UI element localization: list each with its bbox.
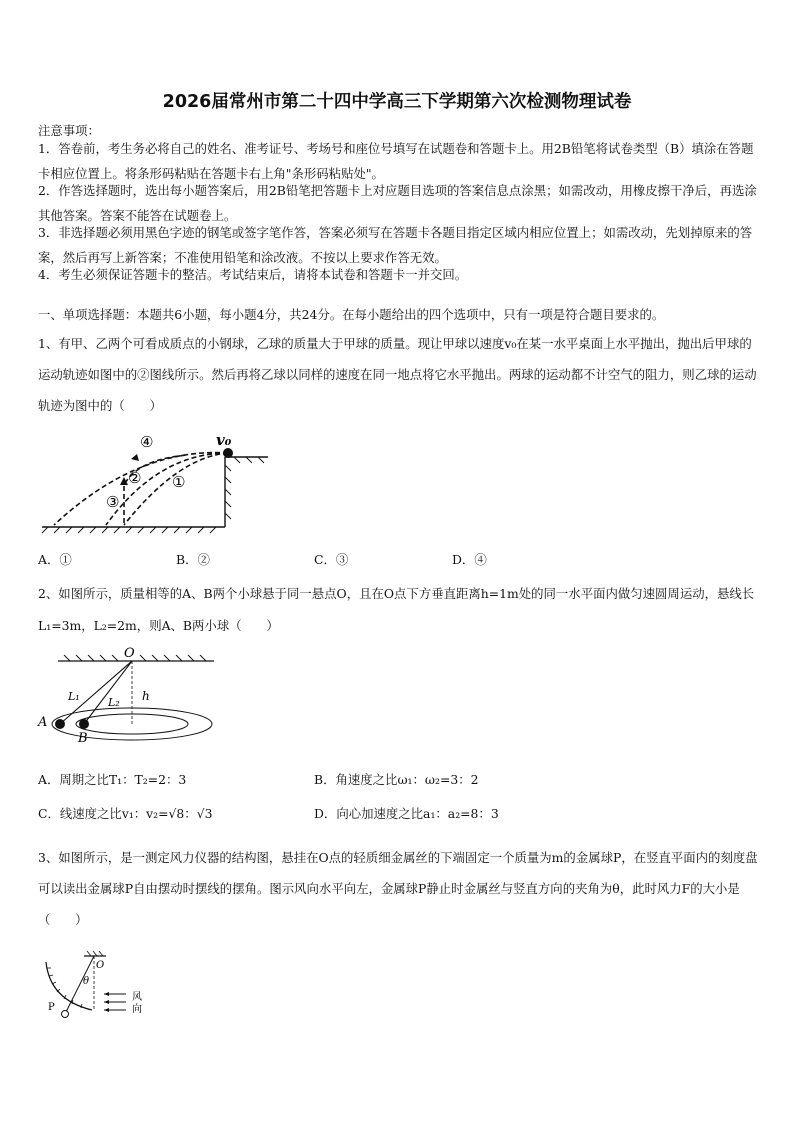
notice-item-2: 2．作答选择题时，选出每小题答案后，用2B铅笔把答题卡上对应题目选项的答案信息点涂黑；如需改动，用橡皮擦干净后，再选涂其他答案。答案不能答在试题卷上。 [38,183,757,223]
q2-choice-b[interactable]: B．角速度之比ω₁：ω₂=3：2 [314,772,479,787]
q2-choice-a[interactable]: A．周期之比T₁：T₂=2：3 [38,772,187,787]
question-1-text: 1、有甲、乙两个可看成质点的小钢球，乙球的质量大于甲球的质量。现让甲球以速度v₀在某一水平桌面上水平抛出，抛出后甲球的运动轨迹如图中的②图线所示。然后再将乙球以同样的速度在同一地点将它水平抛出。两球的运动都不计空气的阻力，则乙球的运动轨迹为图中的（ ） [38,336,757,413]
arrow-icon [131,454,139,461]
trajectory-4 [54,453,228,525]
q1-choice-b[interactable]: B．② [176,552,210,567]
q2-choice-d[interactable]: D．向心加速度之比a₁：a₂=8：3 [314,806,499,821]
q2-pendulum-figure [36,644,226,744]
q1-choice-d[interactable]: D．④ [452,552,487,567]
label-1: ① [172,473,186,491]
label-P: P [48,1002,55,1013]
q1-trajectory-figure [38,425,278,537]
label-h: h [142,689,150,703]
label-O: O [96,960,105,971]
notice-item-4: 4．考生必须保证答题卡的整洁。考试结束后，请将本试卷和答题卡一并交回。 [38,267,468,282]
ball-a-icon [55,719,65,729]
question-3-text: 3、如图所示，是一测定风力仪器的结构图，悬挂在O点的轻质细金属丝的下端固定一个质量为m的金属球P，在竖直平面内的刻度盘可以读出金属球P自由摆动时摆线的摆角。图示风向水平向左，金属球P静止时金属丝与竖直方向的夹角为θ，此时风力F的大小是（ ） [38,850,758,927]
label-wind-2: 向 [132,1004,142,1015]
label-3: ③ [106,493,120,511]
label-L2: L₂ [108,696,120,709]
label-O: O [124,646,135,661]
q3-wind-gauge-figure [40,948,170,1028]
label-wind-1: 风 [132,992,142,1003]
ball-p-icon [62,1011,69,1018]
notice-heading: 注意事项： [38,123,100,138]
notice-item-3: 3．非选择题必须用黑色字迹的钢笔或签字笔作答，答案必须写在答题卡各题目指定区域内相应位置上；如需改动，先划掉原来的答案，然后再写上新答案；不准使用铅笔和涂改液。不按以上要求作答无效。 [38,225,753,265]
ball-icon [223,448,233,458]
q2-choice-c[interactable]: C．线速度之比v₁：v₂=√8：√3 [38,806,213,821]
label-v0: v₀ [216,431,232,449]
q1-choice-a[interactable]: A．① [38,552,72,567]
q1-choice-c[interactable]: C．③ [314,552,349,567]
ball-b-icon [79,719,89,729]
section-heading: 一、单项选择题：本题共6小题，每小题4分，共24分。在每小题给出的四个选项中，只有一项是符合题目要求的。 [38,307,665,322]
page-title: 2026届常州市第二十四中学高三下学期第六次检测物理试卷 [162,92,632,112]
label-A: A [38,715,48,730]
label-4: ④ [140,433,154,451]
question-2-text: 2、如图所示，质量相等的A、B两个小球悬于同一悬点O，且在O点下方垂直距离h=1m处的同一水平面内做匀速圆周运动，悬线长L₁=3m，L₂=2m，则A、B两小球（ ） [38,586,755,633]
label-B: B [78,731,88,744]
label-L1: L₁ [68,690,80,703]
label-2: ② [128,469,142,487]
label-theta: θ [83,976,90,987]
notice-item-1: 1．答卷前，考生务必将自己的姓名、准考证号、考场号和座位号填写在试题卷和答题卡上。用2B铅笔将试卷类型（B）填涂在答题卡相应位置上。将条形码粘贴在答题卡右上角"条形码粘贴处"。 [38,141,754,181]
